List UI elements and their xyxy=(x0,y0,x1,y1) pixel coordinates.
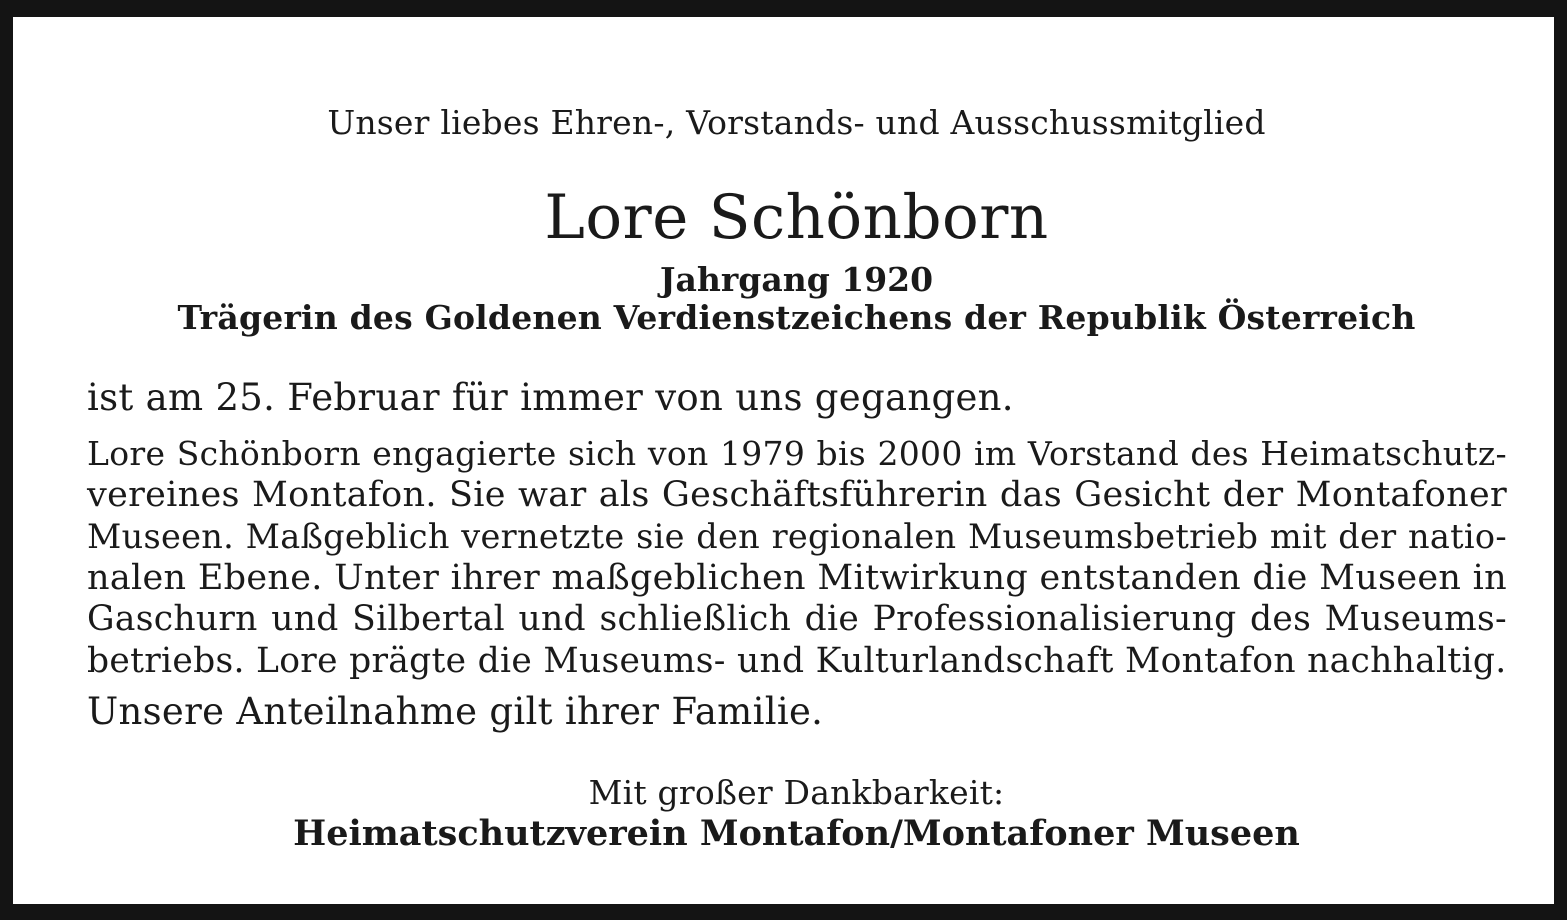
biography-line: betriebs. Lore prägte die Museums- und Kulturlandschaft Montafon nachhaltig. xyxy=(87,640,1507,681)
deceased-name: Lore Schönborn xyxy=(544,182,1049,253)
biography-line: nalen Ebene. Unter ihrer maßgeblichen Mitwirkung entstanden die Museen in xyxy=(87,557,1507,598)
sender-organization: Heimatschutzverein Montafon/Montafoner Museen xyxy=(293,813,1300,854)
condolence-statement: Unsere Anteilnahme gilt ihrer Familie. xyxy=(87,690,824,733)
biography-paragraph xyxy=(87,433,1507,682)
intro-line: Unser liebes Ehren-, Vorstands- und Ausschussmitglied xyxy=(327,103,1266,142)
birth-year: Jahrgang 1920 xyxy=(659,260,934,299)
honor-line: Trägerin des Goldenen Verdienstzeichens der Republik Österreich xyxy=(177,298,1416,337)
biography-line: Gaschurn und Silbertal und schließlich die Professionalisierung des Museums- xyxy=(87,599,1507,639)
thanks-line: Mit großer Dankbarkeit: xyxy=(588,773,1005,812)
biography-line: Lore Schönborn engagierte sich von 1979 bis 2000 im Vorstand des Heimatschutz- xyxy=(87,434,1507,473)
passing-statement: ist am 25. Februar für immer von uns gegangen. xyxy=(87,376,1014,419)
biography-line: vereines Montafon. Sie war als Geschäftsführerin das Gesicht der Montafoner xyxy=(87,474,1507,515)
biography-line: Museen. Maßgeblich vernetzte sie den regionalen Museumsbetrieb mit der natio- xyxy=(87,517,1507,556)
